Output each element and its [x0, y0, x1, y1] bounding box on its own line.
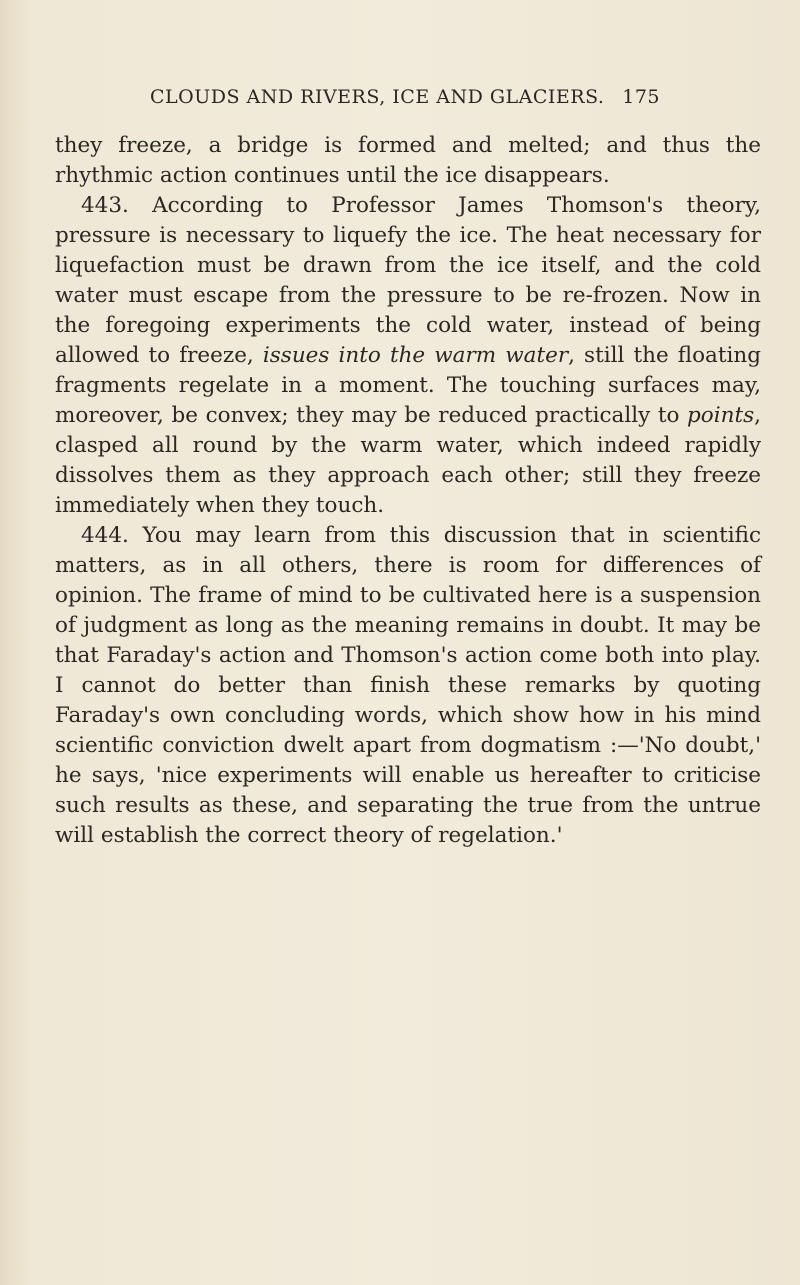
paragraph-continuation: they freeze, a bridge is formed and melted; and thus the rhythmic action continues until the ice disappears.: [55, 133, 761, 188]
paragraph-443-text-1: 443. According to Professor James Thomson's theory, pressure is necessary to liquefy the ice. The heat necessary for liquefaction must be drawn from the ice itself, and the cold water must escape from the pressure to be re-frozen. Now in the foregoing experiments the cold water, instead of being allowed to freeze,: [55, 193, 761, 368]
running-title: CLOUDS AND RIVERS, ICE AND GLACIERS.: [150, 86, 605, 108]
running-header: [150, 86, 660, 116]
paragraph-443-italic-1: issues into the warm water: [262, 343, 569, 368]
page-body: [55, 131, 761, 851]
paragraph-443-italic-2: points: [687, 403, 755, 428]
paragraph-443-text-2: , still the floating fragments regelate in a moment. The touching surfaces may, moreover, be convex; they may be reduced practically to: [55, 343, 761, 428]
paragraph-444: 444. You may learn from this discussion that in scientific matters, as in all others, there is room for differences of opinion. The frame of mind to be cultivated here is a suspension of judgment as long as the meaning remains in doubt. It may be that Faraday's action and Thomson's action come both into play. I cannot do better than finish these remarks by quoting Faraday's own concluding words, which show how in his mind scientific conviction dwelt apart from dogmatism :—'No doubt,' he says, 'nice experiments will enable us hereafter to criticise such results as these, and separating the true from the untrue will establish the correct theory of regelation.': [55, 523, 761, 848]
paragraph-443-text-3: , clasped all round by the warm water, which indeed rapidly dissolves them as they approach each other; still they freeze immediately when they touch.: [55, 403, 761, 518]
paragraph-443: [55, 191, 761, 521]
page-number: 175: [622, 86, 660, 108]
